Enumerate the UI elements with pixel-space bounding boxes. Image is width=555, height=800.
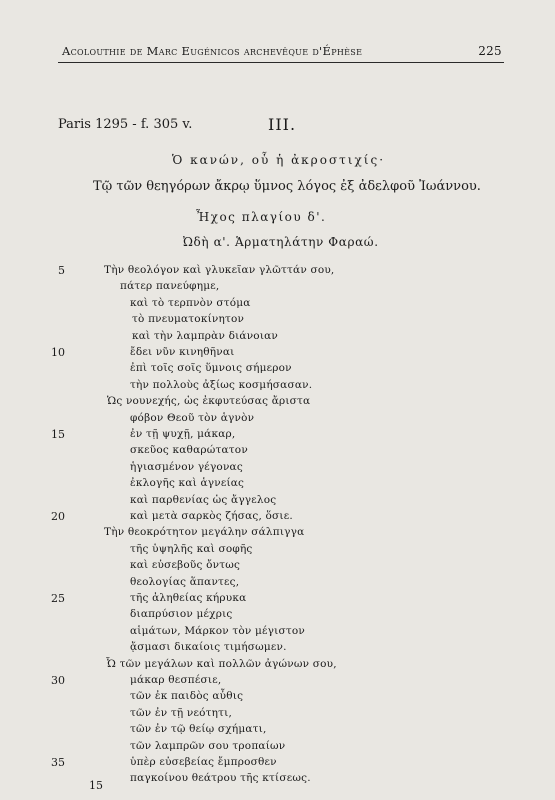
verse-line: τῶν ἐν τῷ θείῳ σχήματι, xyxy=(130,723,267,736)
verse-line: καὶ τὸ τερπνὸν στόμα xyxy=(130,296,251,309)
verse-line: τῶν λαμπρῶν σου τροπαίων xyxy=(130,739,286,752)
manuscript-source: Paris 1295 - f. 305 v. xyxy=(58,117,193,132)
verse-line: Ὦ τῶν μεγάλων καὶ πολλῶν ἀγώνων σου, xyxy=(106,657,337,670)
verse-line: τῶν ἐκ παιδὸς αὖθις xyxy=(130,690,244,703)
line-number: 5 xyxy=(58,264,65,277)
verse-line: τῆς ὑψηλῆς καὶ σοφῆς xyxy=(130,542,253,555)
verse-line: αἱμάτων, Μάρκον τὸν μέγιστον xyxy=(130,624,305,637)
canon-title: Ὁ κανών, οὗ ἡ ἀκροστιχίς· xyxy=(172,153,386,167)
line-number: 30 xyxy=(51,674,65,687)
verse-line: καὶ τὴν λαμπρὰν διάνοιαν xyxy=(132,329,279,342)
verse-line: μάκαρ θεσπέσιε, xyxy=(130,674,222,686)
verse-line: ἐπὶ τοῖς σοῖς ὕμνοις σήμερον xyxy=(130,362,292,375)
verse-line: τῆς ἀληθείας κήρυκα xyxy=(130,592,247,604)
header-rule xyxy=(58,62,504,63)
verse-line: καὶ εὐσεβοῦς ὄντως xyxy=(130,559,241,572)
verse-line: ἐν τῇ ψυχῇ, μάκαρ, xyxy=(130,428,236,440)
verse-line: τὸ πνευματοκίνητον xyxy=(132,313,245,326)
verse-line: θεολογίας ἅπαντες, xyxy=(130,575,240,588)
verse-line: σκεῦος καθαρώτατον xyxy=(130,444,248,457)
verse-line: τῶν ἐν τῇ νεότητι, xyxy=(130,706,232,719)
running-head xyxy=(62,44,502,58)
verse-line: διαπρύσιον μέχρις xyxy=(130,608,233,621)
line-number: 35 xyxy=(51,756,65,769)
ode-heading: Ὠδὴ α'. Ἁρματηλάτην Φαραώ. xyxy=(183,235,379,249)
line-number: 10 xyxy=(51,346,65,359)
running-title: Acolouthie de Marc Eugénicos archevêque d'Éphèse xyxy=(62,44,363,58)
verse-line: ὑπὲρ εὐσεβείας ἔμπροσθεν xyxy=(130,756,277,768)
verse-line: ἐκλογῆς καὶ ἁγνείας xyxy=(130,477,245,490)
signature-mark: 15 xyxy=(89,779,103,792)
verse-line: ἡγιασμένον γέγονας xyxy=(130,460,243,473)
mode-heading: Ἦχος πλαγίου δ'. xyxy=(196,210,327,224)
acrostic-line: Τῷ τῶν θεηγόρων ἄκρῳ ὕμνος λόγος ἐξ ἀδελφοῦ Ἰωάννου. xyxy=(93,179,481,194)
verse-line: Τὴν θεοκρότητον μεγάλην σάλπιγγα xyxy=(104,526,305,539)
verse-line: Ὡς νουνεχής, ὡς ἐκφυτεύσας ἄριστα xyxy=(107,395,311,408)
line-number: 20 xyxy=(51,510,65,523)
line-number: 25 xyxy=(51,592,65,605)
verse-line: καὶ μετὰ σαρκὸς ζήσας, ὅσιε. xyxy=(130,510,293,522)
verse-line: πάτερ πανεύφημε, xyxy=(120,280,220,293)
verse-line: ἔδει νῦν κινηθῆναι xyxy=(130,346,235,358)
verse-line: Τὴν θεολόγον καὶ γλυκεῖαν γλῶττάν σου, xyxy=(104,264,335,276)
verse-line: καὶ παρθενίας ὡς ἄγγελος xyxy=(130,493,277,506)
verse-line: παγκοίνου θεάτρου τῆς κτίσεως. xyxy=(130,772,311,785)
section-number: III. xyxy=(268,115,297,134)
verse-line: ᾄσμασι δικαίοις τιμήσωμεν. xyxy=(130,641,287,654)
line-number: 15 xyxy=(51,428,65,441)
verse-line: φόβον Θεοῦ τὸν ἁγνὸν xyxy=(130,411,255,424)
page-number: 225 xyxy=(478,44,502,58)
verse-line: τὴν πολλοὺς ἀξίως κοσμήσασαν. xyxy=(130,378,313,391)
